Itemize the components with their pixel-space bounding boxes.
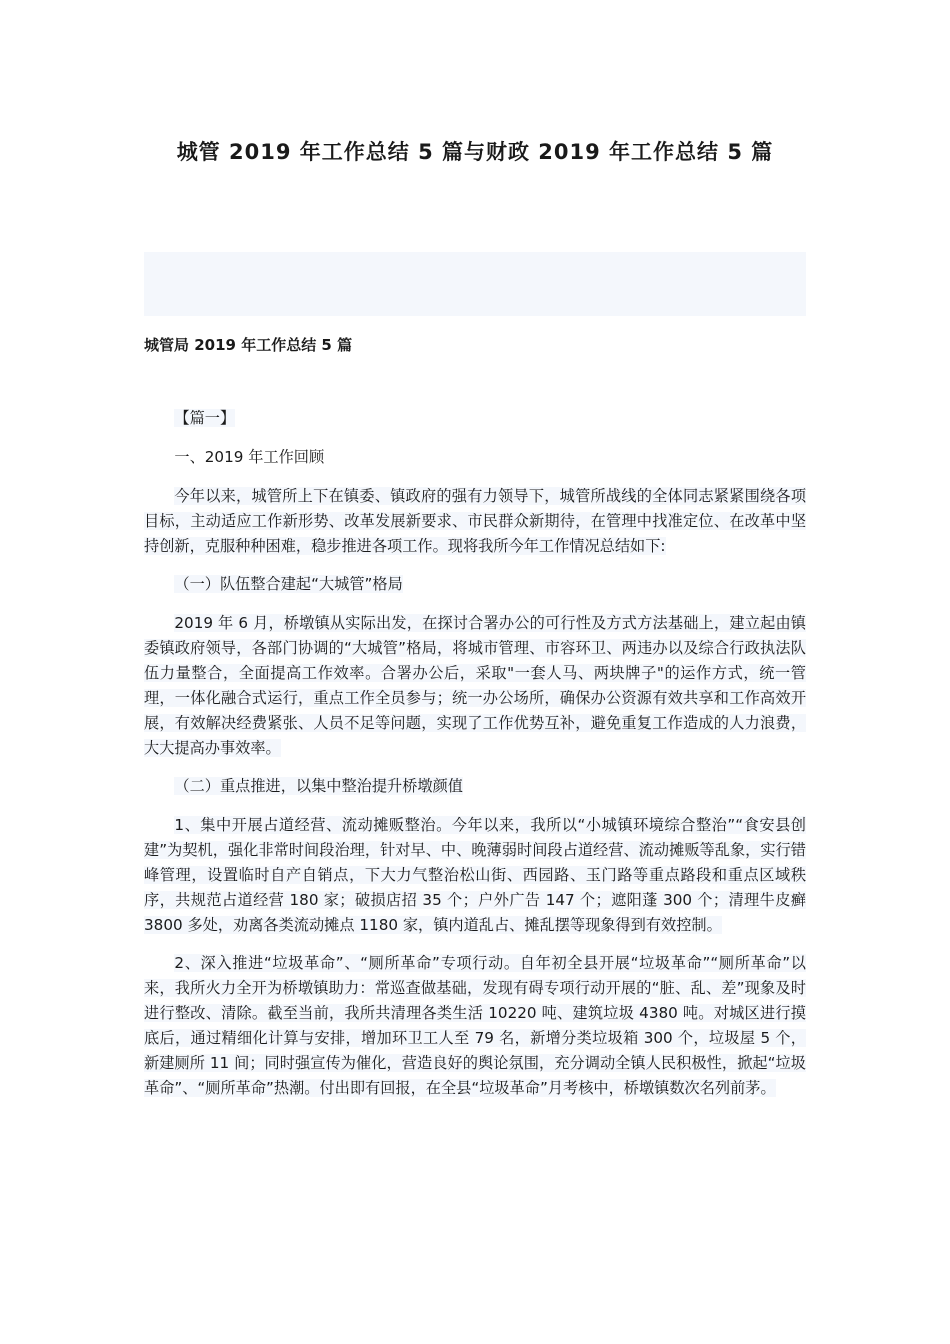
subsection-heading: （一）队伍整合建起“大城管”格局	[174, 575, 403, 593]
document-body	[144, 406, 806, 1114]
paragraph: 2019 年 6 月，桥墩镇从实际出发，在探讨合署办公的可行性及方式方法基础上，建立起由镇委镇政府领导，各部门协调的“大城管”格局，将城市管理、市容环卫、两违办以及综合行政执法队伍力量整合，全面提高工作效率。合署办公后，采取"一套人马、两块牌子"的运作方式，统一管理，一体化融合式运行，重点工作全员参与；统一办公场所，确保办公资源有效共享和工作高效开展，有效解决经费紧张、人员不足等问题，实现了工作优势互补，避免重复工作造成的人力浪费，大大提高办事效率。	[144, 614, 806, 757]
section-heading: 城管局 2019 年工作总结 5 篇	[144, 336, 353, 354]
shaded-block	[144, 252, 806, 316]
paragraph: 2、深入推进“垃圾革命”、“厕所革命”专项行动。自年初全县开展“垃圾革命”“厕所革命”以来，我所火力全开为桥墩镇助力：常巡查做基础，发现有碍专项行动开展的“脏、乱、差”现象及时进行整改、清除。截至当前，我所共清理各类生活 10220 吨、建筑垃圾 4380 吨。对城区进行摸底后，通过精细化计算与安排，增加环卫工人至 79 名，新增分类垃圾箱 300 个，垃圾屋 5 个，新建厕所 11 间；同时强宣传为催化，营造良好的舆论氛围，充分调动全镇人民积极性，掀起“垃圾革命”、“厕所革命”热潮。付出即有回报，在全县“垃圾革命”月考核中，桥墩镇数次名列前茅。	[144, 954, 806, 1097]
part-label: 【篇一】	[174, 409, 236, 427]
document-title: 城管 2019 年工作总结 5 篇与财政 2019 年工作总结 5 篇	[176, 140, 774, 164]
paragraph: 1、集中开展占道经营、流动摊贩整治。今年以来，我所以“小城镇环境综合整治”“食安县创建”为契机，强化非常时间段治理，针对早、中、晚薄弱时间段占道经营、流动摊贩等乱象，实行错峰管理，设置临时自产自销点，下大力气整治松山街、西园路、玉门路等重点路段和重点区域秩序，共规范占道经营 180 家；破损店招 35 个；户外广告 147 个；遮阳蓬 300 个；清理牛皮癣 3800 多处，劝离各类流动摊点 1180 家，镇内道乱占、摊乱摆等现象得到有效控制。	[144, 816, 806, 934]
subsection-heading: （二）重点推进，以集中整治提升桥墩颜值	[174, 777, 463, 795]
paragraph: 今年以来，城管所上下在镇委、镇政府的强有力领导下，城管所战线的全体同志紧紧围绕各项目标，主动适应工作新形势、改革发展新要求、市民群众新期待，在管理中找准定位、在改革中坚持创新，克服种种困难，稳步推进各项工作。现将我所今年工作情况总结如下:	[144, 487, 806, 555]
subsection-heading: 一、2019 年工作回顾	[174, 448, 325, 466]
